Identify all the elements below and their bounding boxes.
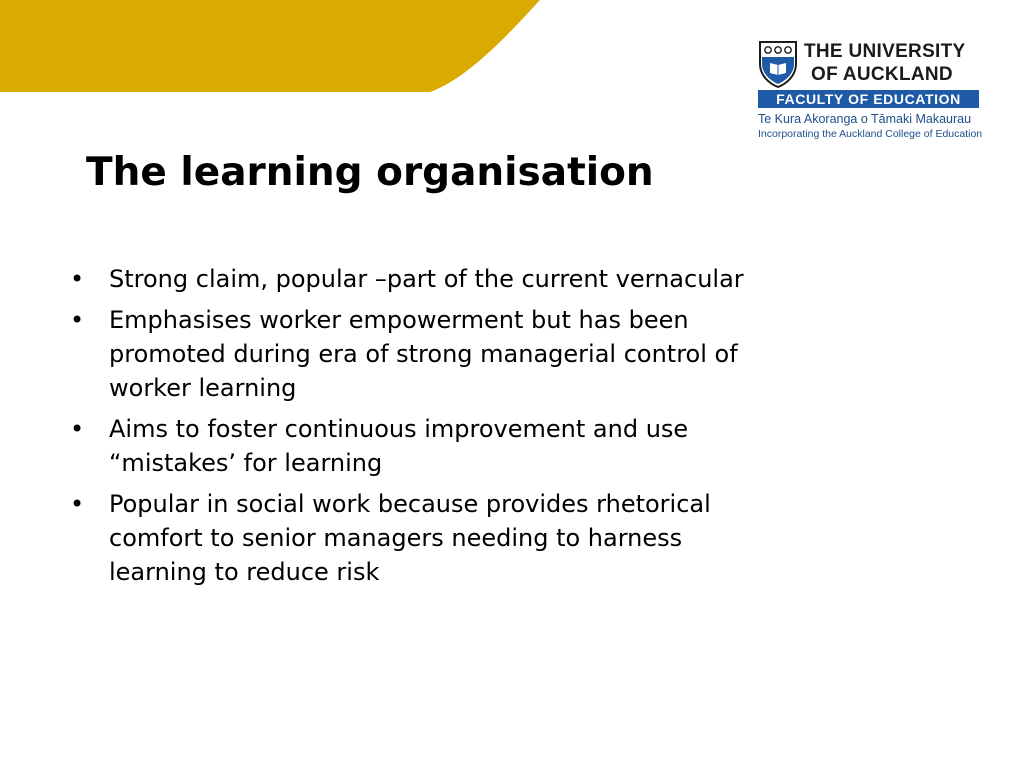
- bullet-text-line: Aims to foster continuous improvement and use: [109, 415, 689, 443]
- bullet-item: [70, 262, 900, 296]
- bullet-list: [70, 262, 900, 596]
- bullet-item: [70, 412, 900, 480]
- slide-title: The learning organisation: [86, 150, 654, 195]
- university-name-line1: THE UNIVERSITY: [804, 41, 966, 62]
- bullet-item: [70, 303, 900, 405]
- university-name-line2: OF AUCKLAND: [811, 64, 953, 85]
- bullet-text-line: learning to reduce risk: [109, 558, 380, 586]
- bullet-text-line: Popular in social work because provides rhetorical: [109, 490, 711, 518]
- bullet-marker: •: [70, 306, 85, 334]
- bullet-text-line: Strong claim, popular –part of the current vernacular: [109, 265, 744, 293]
- university-name: [804, 40, 990, 86]
- incorporating-text: Incorporating the Auckland College of Education: [758, 128, 983, 140]
- bullet-marker: •: [70, 415, 85, 443]
- bullet-text-line: promoted during era of strong managerial control of: [109, 340, 738, 368]
- bullet-text-line: comfort to senior managers needing to harness: [109, 524, 683, 552]
- bullet-text-line: worker learning: [109, 374, 297, 402]
- bullet-marker: •: [70, 265, 85, 293]
- bullet-text-line: “mistakes’ for learning: [109, 449, 383, 477]
- bullet-text-line: Emphasises worker empowerment but has been: [109, 306, 689, 334]
- gold-header-shape: [0, 0, 540, 100]
- bullet-item: [70, 487, 900, 589]
- maori-name: Te Kura Akoranga o Tāmaki Makaurau: [758, 112, 972, 126]
- university-logo: [758, 40, 990, 144]
- bullet-marker: •: [70, 490, 85, 518]
- crest-icon: [758, 40, 798, 88]
- faculty-banner: FACULTY OF EDUCATION: [758, 90, 979, 108]
